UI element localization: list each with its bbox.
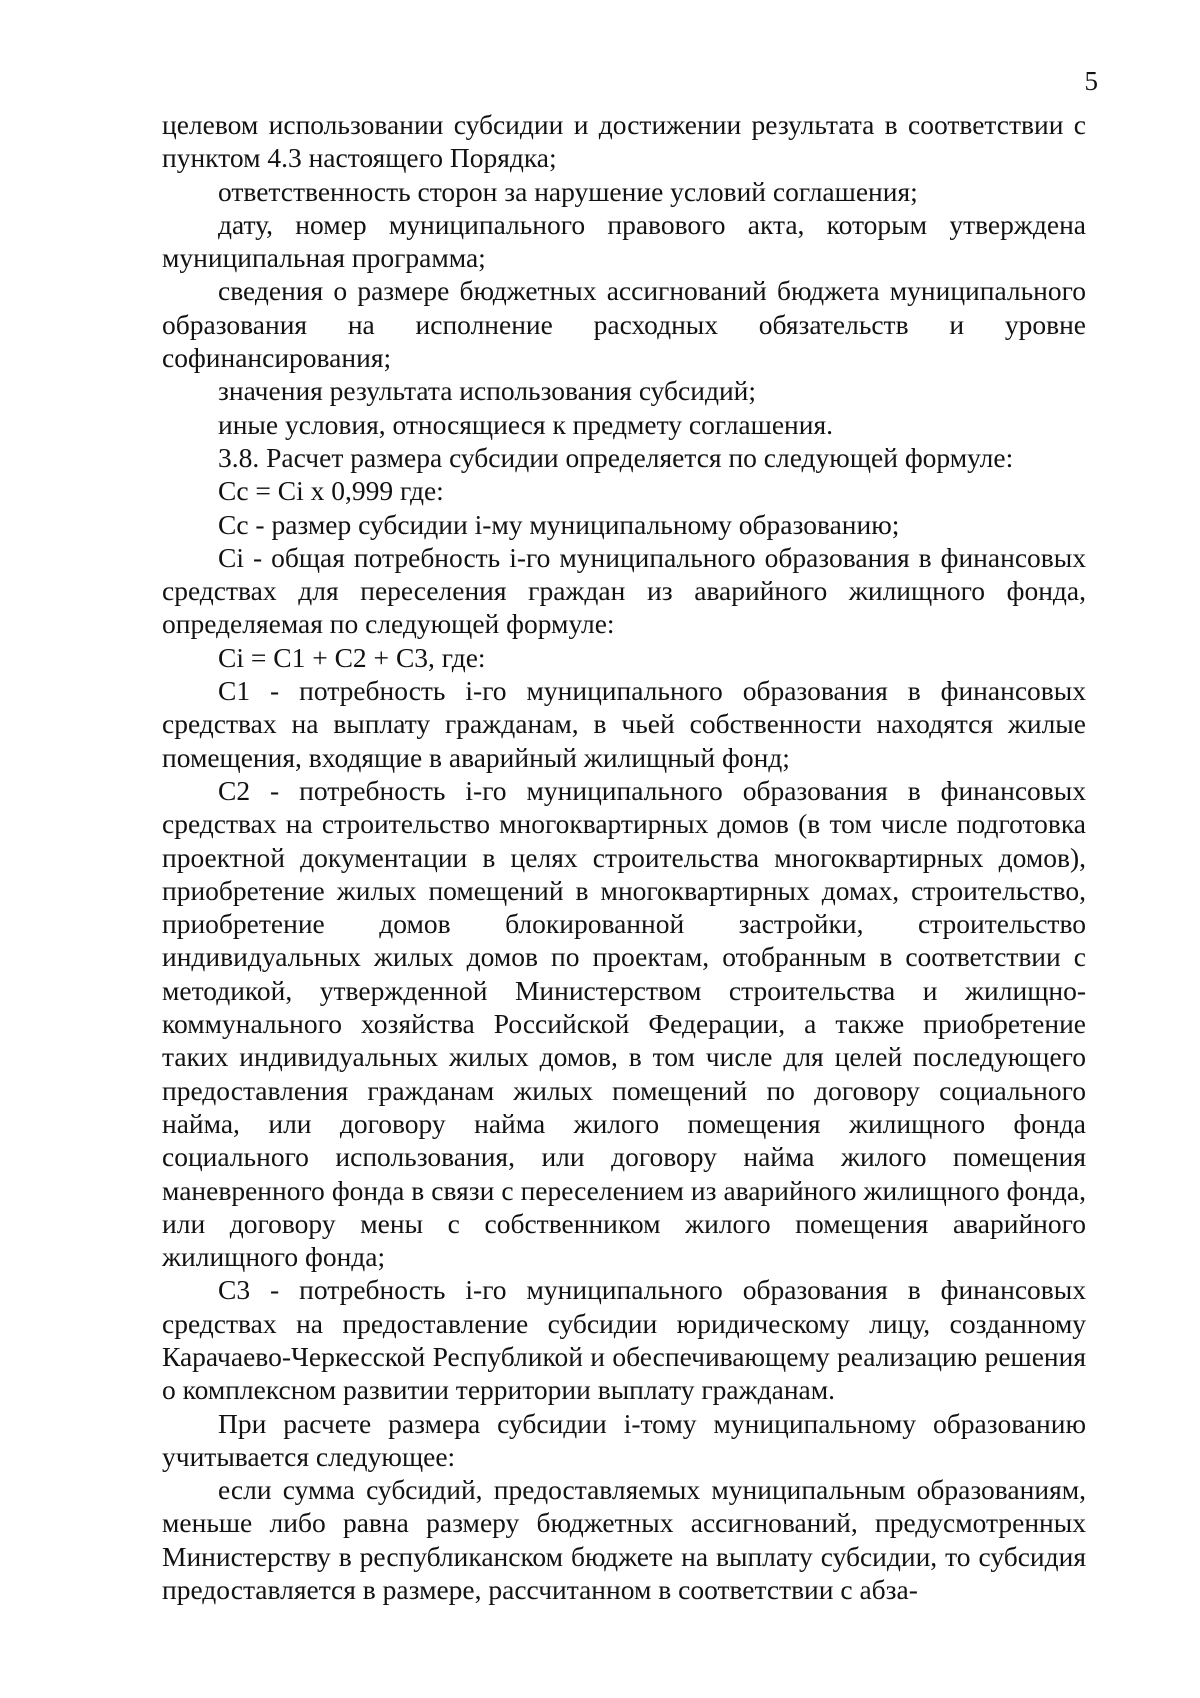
formula-ci: Ci = C1 + C2 + C3, где: — [218, 641, 486, 673]
paragraph-continuation: целевом использовании субсидии и достижении результата в соответствии с пунктом 4.3 настоящего Порядка; — [162, 109, 1086, 174]
definition-c1: C1 - потребность i-го муниципального образования в финансовых средствах на выплату гражданам, в чьей собственности находятся жилые помещения, входящие в аварийный жилищный фонд; — [162, 675, 1086, 773]
paragraph-result-values: значения результата использования субсидий; — [218, 375, 757, 407]
paragraph-calculation-note: При расчете размера субсидии i-тому муниципальному образованию учитывается следующее: — [162, 1407, 1086, 1472]
definition-c3: C3 - потребность i-го муниципального образования в финансовых средствах на предоставление субсидии юридическому лицу, созданному Карачаево-Черкесской Республикой и обеспечивающему реализацию решения о комплексном развитии территории выплату гражданам. — [162, 1274, 1086, 1406]
paragraph-budget-info: сведения о размере бюджетных ассигнований бюджета муниципального образования на исполнение расходных обязательств и уровне софинансирования; — [162, 275, 1086, 374]
document-body — [162, 108, 1086, 1606]
paragraph-other-conditions: иные условия, относящиеся к предмету соглашения. — [218, 408, 833, 440]
page-number: 5 — [1084, 66, 1098, 96]
paragraph-responsibility: ответственность сторон за нарушение условий соглашения; — [218, 175, 918, 207]
paragraph-condition: если сумма субсидий, предоставляемых муниципальным образованиям, меньше либо равна размеру бюджетных ассигнований, предусмотренных Министерству в республиканском бюджете на выплату субсидии, то субсидия предоставляется в размере, рассчитанном в соответствии с абза- — [162, 1474, 1086, 1606]
definition-cc: Cc - размер субсидии i-му муниципальному образованию; — [218, 508, 900, 540]
definition-c2: C2 - потребность i-го муниципального образования в финансовых средствах на строительство многоквартирных домов (в том числе подготовка проектной документации в целях строительства многоквартирных домов), приобретение жилых помещений в многоквартирных домах, строительство, приобретение домов блокированной застройки, строительство индивидуальных жилых домов по проектам, отобранным в соответствии с методикой, утвержденной Министерством строительства и жилищно-коммунального хозяйства Российской Федерации, а также приобретение таких индивидуальных жилых домов, в том числе для целей последующего предоставления гражданам жилых помещений по договору социального найма, или договору найма жилого помещения жилищного фонда социального использования, или договору найма жилого помещения маневренного фонда в связи с переселением из аварийного жилищного фонда, или договору мены с собственником жилого помещения аварийного жилищного фонда; — [162, 774, 1086, 1273]
formula-cc: Cc = Ci x 0,999 где: — [218, 475, 444, 507]
paragraph-section-3-8: 3.8. Расчет размера субсидии определяется по следующей формуле: — [218, 441, 1014, 473]
paragraph-program-date: дату, номер муниципального правового акта, которым утверждена муниципальная программа; — [162, 208, 1086, 274]
definition-ci: Ci - общая потребность i-го муниципального образования в финансовых средствах для переселения граждан из аварийного жилищного фонда, определяемая по следующей формуле: — [162, 541, 1086, 640]
